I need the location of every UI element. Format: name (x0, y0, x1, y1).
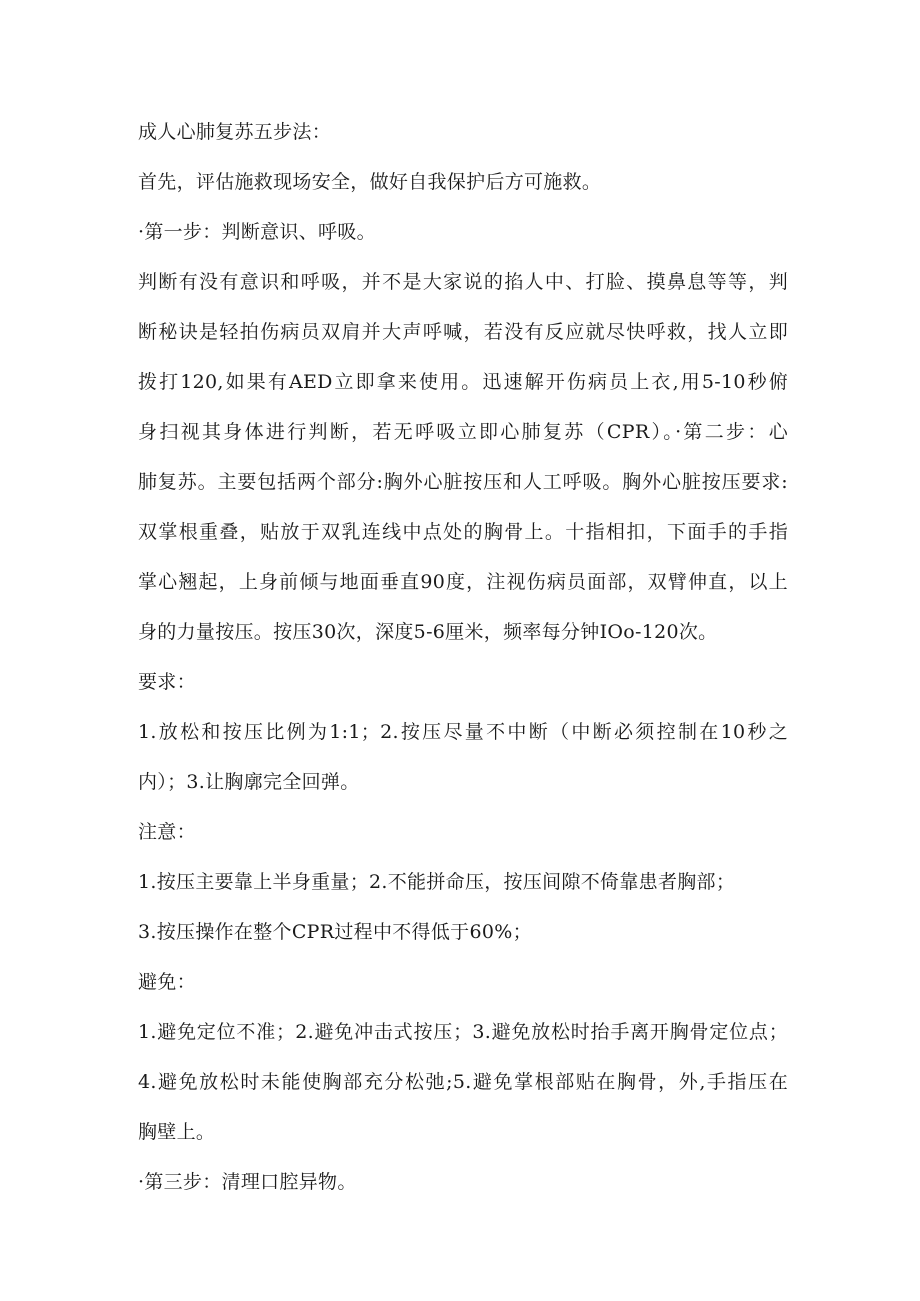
document-body (138, 112, 788, 1203)
paragraph-line: 身扫视其身体进行判断，若无呼吸立即心肺复苏（CPR）。·第二步：心 (138, 421, 788, 443)
requirements-line: 内）；3.让胸廓完全回弹。 (138, 771, 360, 793)
paragraph-line: 拨打120,如果有AED立即拿来使用。迅速解开伤病员上衣,用5-10秒俯 (138, 371, 788, 393)
avoid-line: 4.避免放松时未能使胸部充分松弛;5.避免掌根部贴在胸骨，外,手指压在 (138, 1071, 788, 1093)
notes-heading: 注意： (138, 821, 196, 843)
paragraph-line: 身的力量按压。按压30次，深度5-6厘米，频率每分钟IOo-120次。 (138, 621, 718, 643)
paragraph-line: 双掌根重叠，贴放于双乳连线中点处的胸骨上。十指相扣，下面手的手指 (138, 521, 788, 543)
paragraph-line: 掌心翘起，上身前倾与地面垂直90度，注视伤病员面部，双臂伸直，以上 (138, 571, 788, 593)
intro-paragraph: 首先，评估施救现场安全，做好自我保护后方可施救。 (138, 171, 602, 193)
avoid-line: 1.避免定位不准；2.避免冲击式按压；3.避免放松时抬手离开胸骨定位点； (138, 1021, 788, 1043)
notes-line: 3.按压操作在整个CPR过程中不得低于60%； (138, 921, 532, 943)
paragraph-line: 断秘诀是轻拍伤病员双肩并大声呼喊，若没有反应就尽快呼救，找人立即 (138, 321, 788, 343)
step1-paragraph (138, 262, 788, 653)
requirements-heading: 要求： (138, 671, 196, 693)
step1-heading: ·第一步：判断意识、呼吸。 (138, 221, 376, 243)
avoid-line: 胸壁上。 (138, 1121, 216, 1143)
requirements-line: 1.放松和按压比例为1:1；2.按压尽量不中断（中断必须控制在10秒之 (138, 721, 788, 743)
paragraph-line: 肺复苏。主要包括两个部分:胸外心脏按压和人工呼吸。胸外心脏按压要求: (138, 471, 788, 493)
notes-line: 1.按压主要靠上半身重量；2.不能拼命压，按压间隙不倚靠患者胸部； (138, 871, 736, 893)
avoid-heading: 避免： (138, 971, 196, 993)
document-title: 成人心肺复苏五步法： (138, 121, 332, 143)
paragraph-line: 判断有没有意识和呼吸，并不是大家说的掐人中、打脸、摸鼻息等等，判 (138, 271, 788, 293)
step3-heading: ·第三步：清理口腔异物。 (138, 1171, 357, 1193)
